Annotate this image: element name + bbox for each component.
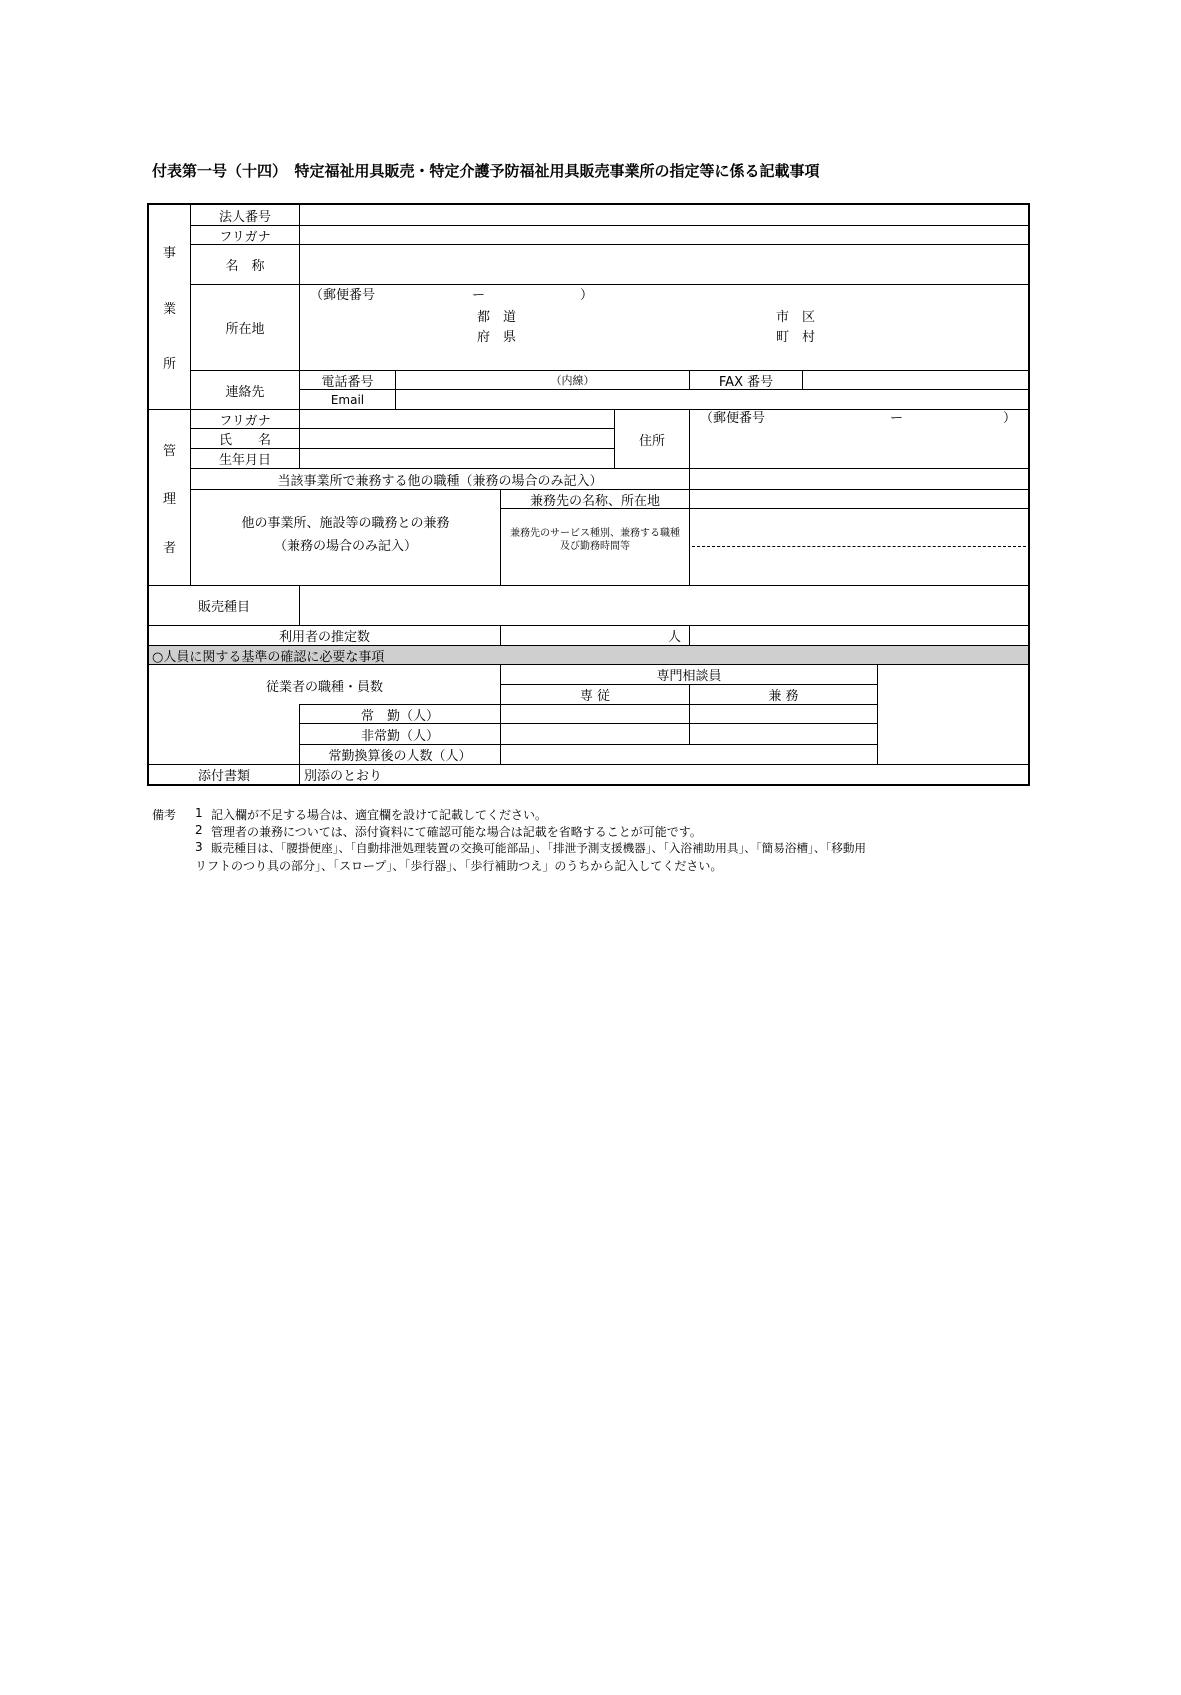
concurrent-detail-text: 兼務先のサービス種別、兼務する職種及び勤務時間等: [510, 528, 680, 552]
label-char: 業: [162, 301, 176, 317]
chouson-label: 町 村: [776, 330, 816, 345]
manager-name-field[interactable]: [299, 428, 615, 449]
manager-postal-dash: ー: [890, 411, 904, 426]
concurrent-detail-label: [500, 508, 690, 586]
office-address-label: 所在地: [190, 284, 300, 371]
office-name-label: 名 称: [190, 244, 300, 285]
sales-items-field[interactable]: [299, 585, 1029, 626]
dedicated-header: 専 従: [500, 684, 690, 705]
sales-items-label: 販売種目: [148, 585, 300, 626]
manager-furigana-label: フリガナ: [190, 409, 300, 429]
converted-field[interactable]: [500, 744, 878, 765]
label-char: 理: [162, 492, 176, 507]
parttime-label: 非常勤（人）: [299, 723, 501, 745]
note-text: 管理者の兼務については、添付資料にて確認可能な場合は記載を省略することが可能です。: [211, 825, 702, 839]
manager-furigana-field[interactable]: [299, 409, 615, 429]
corp-number-label: 法人番号: [190, 204, 300, 226]
parttime-dedicated-field[interactable]: [500, 723, 690, 745]
page-title: 付表第一号（十四） 特定福祉用具販売・特定介護予防福祉用具販売事業所の指定等に係る記載事項: [152, 162, 820, 180]
fulltime-concurrent-field[interactable]: [689, 704, 878, 724]
manager-postal-close: ）: [1003, 411, 1017, 426]
label-char: 管: [162, 443, 176, 459]
office-furigana-label: フリガナ: [190, 225, 300, 245]
contact-label: 連絡先: [190, 370, 300, 410]
fulltime-label: 常 勤（人）: [299, 704, 501, 724]
phone-label: 電話番号: [299, 370, 396, 390]
manager-birth-field[interactable]: [299, 448, 615, 469]
consultant-header: 専門相談員: [500, 664, 878, 685]
users-label: 利用者の推定数: [148, 625, 501, 646]
note-number: 3: [195, 840, 203, 854]
attachments-value: 別添のとおり: [299, 764, 1029, 785]
fulltime-dedicated-field[interactable]: [500, 704, 690, 724]
todo-label: 都 道: [477, 310, 517, 325]
postal-label: （郵便番号: [310, 288, 376, 303]
label-char: 者: [162, 540, 176, 556]
email-label: Email: [299, 389, 396, 410]
note-text: 販売種目は、「腰掛便座」、「自動排泄処理装置の交換可能部品」、「排泄予測支援機器」、「入浴補助用具」、「簡易浴槽」、「移動用: [211, 841, 867, 855]
postal-dash: ー: [472, 288, 486, 303]
postal-close: ）: [580, 288, 594, 303]
fuken-label: 府 県: [477, 330, 517, 345]
label-char: 事: [162, 245, 176, 261]
note-number: 1: [195, 806, 203, 820]
corp-number-field[interactable]: [299, 204, 1029, 226]
converted-label: 常勤換算後の人数（人）: [299, 744, 501, 765]
concurrent-text: 他の事業所、施設等の職務との兼務: [241, 515, 450, 531]
concurrent-note: （兼務の場合のみ記入）: [273, 538, 417, 554]
concurrent-place-label: 兼務先の名称、所在地: [500, 489, 690, 509]
users-unit: 人: [667, 630, 681, 645]
users-field[interactable]: [500, 625, 690, 646]
fax-field[interactable]: [802, 370, 1029, 390]
staff-extra-cell: [877, 664, 1029, 765]
office-name-field[interactable]: [299, 244, 1029, 285]
office-furigana-field[interactable]: [299, 225, 1029, 245]
parttime-concurrent-field[interactable]: [689, 723, 878, 745]
extension-label: （内線）: [550, 374, 595, 387]
note-text: 記入欄が不足する場合は、適宜欄を設けて記載してください。: [211, 808, 548, 822]
concurrent-detail-field[interactable]: [689, 508, 1029, 586]
note-number: 2: [195, 823, 203, 837]
concurrent-header: 兼 務: [689, 684, 878, 705]
other-role-field[interactable]: [689, 468, 1029, 490]
staff-section-header: ○人員に関する基準の確認に必要な事項: [148, 645, 1029, 665]
manager-address-label: 住所: [614, 409, 690, 469]
manager-name-label: 氏 名: [190, 428, 300, 449]
manager-birth-label: 生年月日: [190, 448, 300, 469]
manager-postal-label: （郵便番号: [700, 411, 766, 426]
label-char: 所: [162, 357, 176, 373]
note-text-continued: リフトのつり具の部分」、「スロープ」、「歩行器」、「歩行補助つえ」のうちから記入してください。: [195, 859, 723, 873]
office-section-label: [148, 204, 191, 410]
staff-label-text: 従業者の職種・員数: [265, 680, 383, 695]
office-address-field[interactable]: [299, 284, 1029, 371]
concurrent-label: [190, 489, 501, 586]
concurrent-place-field[interactable]: [689, 489, 1029, 509]
dashed-divider: [692, 546, 1026, 547]
other-role-label: 当該事業所で兼務する他の職種（兼務の場合のみ記入）: [190, 468, 690, 490]
notes-label: 備考: [152, 808, 177, 822]
phone-field[interactable]: [395, 370, 690, 390]
attachments-label: 添付書類: [148, 764, 300, 785]
shiku-label: 市 区: [776, 310, 816, 325]
users-extra-field[interactable]: [689, 625, 1029, 646]
email-field[interactable]: [395, 389, 1029, 410]
fax-label: FAX 番号: [689, 370, 803, 390]
manager-section-label: [148, 409, 191, 586]
